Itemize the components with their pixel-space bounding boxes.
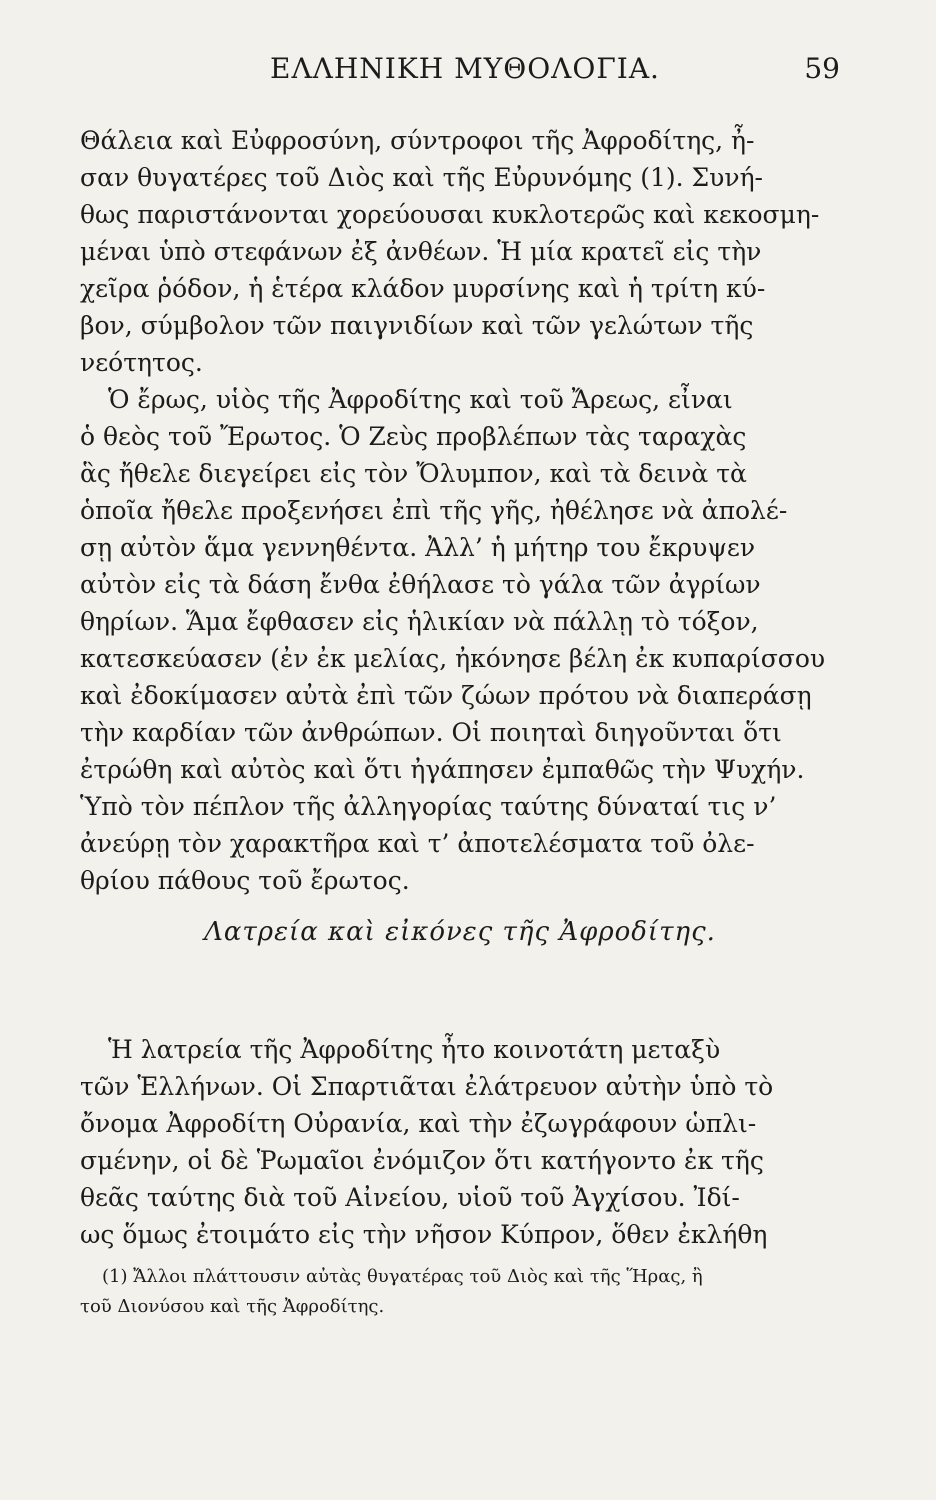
section-heading: Λατρεία καὶ εἰκόνες τῆς Ἀφροδίτης. (204, 917, 716, 947)
text-line: ἃς ἤθελε διεγείρει εἰς τὸν Ὄλυμπον, καὶ τὰ δεινὰ τὰ (80, 459, 747, 488)
text-line: σαν θυγατέρες τοῦ Διὸς καὶ τῆς Εὐρυνόμης (1). Συνή- (80, 163, 764, 192)
running-title: ΕΛΛΗΝΙΚΗ ΜΥΘΟΛΟΓΙΑ. (270, 52, 660, 85)
text-line: Ὑπὸ τὸν πέπλον τῆς ἀλληγορίας ταύτης δύναταί τις ν’ (80, 792, 777, 821)
text-line: ἀνεύρῃ τὸν χαρακτῆρα καὶ τ’ ἀποτελέσματα τοῦ ὀλε- (80, 829, 755, 858)
text-line: Ὁ ἔρως, υἱὸς τῆς Ἀφροδίτης καὶ τοῦ Ἄρεως, εἶναι (108, 385, 733, 414)
text-line: τὴν καρδίαν τῶν ἀνθρώπων. Οἱ ποιηταὶ διηγοῦνται ὅτι (80, 718, 782, 747)
text-line: Θάλεια καὶ Εὐφροσύνη, σύντροφοι τῆς Ἀφροδίτης, ἦ- (80, 126, 755, 155)
text-line: ὄνομα Ἀφροδίτη Οὐρανία, καὶ τὴν ἐζωγράφουν ὡπλι- (80, 1109, 757, 1138)
text-line: αὐτὸν εἰς τὰ δάση ἔνθα ἐθήλασε τὸ γάλα τῶν ἀγρίων (80, 570, 761, 599)
text-line: ἐτρώθη καὶ αὐτὸς καὶ ὅτι ἠγάπησεν ἐμπαθῶς τὴν Ψυχήν. (80, 755, 805, 784)
text-line: σμένην, οἱ δὲ Ῥωμαῖοι ἐνόμιζον ὅτι κατήγοντο ἐκ τῆς (80, 1146, 764, 1175)
paragraph-1 (80, 122, 840, 381)
paragraph-2 (80, 381, 840, 899)
footnote (80, 1262, 840, 1322)
text-line: βον, σύμβολον τῶν παιγνιδίων καὶ τῶν γελώτων τῆς (80, 311, 754, 340)
text-line: θεᾶς ταύτης διὰ τοῦ Αἰνείου, υἱοῦ τοῦ Ἀγχίσου. Ἰδί- (80, 1183, 740, 1212)
text-line: σῃ αὐτὸν ἅμα γεννηθέντα. Ἀλλ’ ἡ μήτηρ του ἔκρυψεν (80, 533, 756, 562)
running-head (80, 52, 840, 92)
text-line: ὁποῖα ἤθελε προξενήσει ἐπὶ τῆς γῆς, ἠθέλησε νὰ ἀπολέ- (80, 496, 788, 525)
text-line: μέναι ὑπὸ στεφάνων ἐξ ἀνθέων. Ἡ μία κρατεῖ εἰς τὴν (80, 237, 762, 266)
text-line: καὶ ἐδοκίμασεν αὐτὰ ἐπὶ τῶν ζώων πρότου νὰ διαπεράσῃ (80, 681, 812, 710)
text-line: θως παριστάνονται χορεύουσαι κυκλοτερῶς καὶ κεκοσμη- (80, 200, 820, 229)
text-line: νεότητος. (80, 348, 203, 377)
footnote-line: (1) Ἄλλοι πλάττουσιν αὐτὰς θυγατέρας τοῦ Διὸς καὶ τῆς Ἥρας, ἢ (102, 1266, 703, 1287)
text-line: κατεσκεύασεν (ἐν ἐκ μελίας, ἠκόνησε βέλη ἐκ κυπαρίσσου (80, 644, 826, 673)
book-page (80, 0, 840, 1500)
footnote-line: τοῦ Διονύσου καὶ τῆς Ἀφροδίτης. (80, 1296, 385, 1317)
text-line: θηρίων. Ἅμα ἔφθασεν εἰς ἡλικίαν νὰ πάλλῃ τὸ τόξον, (80, 607, 759, 636)
paragraph-3 (80, 1031, 840, 1253)
text-line: Ἡ λατρεία τῆς Ἀφροδίτης ἦτο κοινοτάτη μεταξὺ (108, 1035, 721, 1064)
text-line: χεῖρα ῥόδον, ἡ ἑτέρα κλάδον μυρσίνης καὶ ἡ τρίτη κύ- (80, 274, 766, 303)
text-line: θρίου πάθους τοῦ ἔρωτος. (80, 866, 410, 895)
text-line: ὁ θεὸς τοῦ Ἔρωτος. Ὁ Ζεὺς προβλέπων τὰς ταραχὰς (80, 422, 747, 451)
text-line: τῶν Ἑλλήνων. Οἱ Σπαρτιᾶται ἐλάτρευον αὐτὴν ὑπὸ τὸ (80, 1072, 774, 1101)
text-line: ως ὅμως ἐτοιμάτο εἰς τὴν νῆσον Κύπρον, ὅθεν ἐκλήθη (80, 1220, 768, 1249)
page-number: 59 (804, 52, 840, 85)
